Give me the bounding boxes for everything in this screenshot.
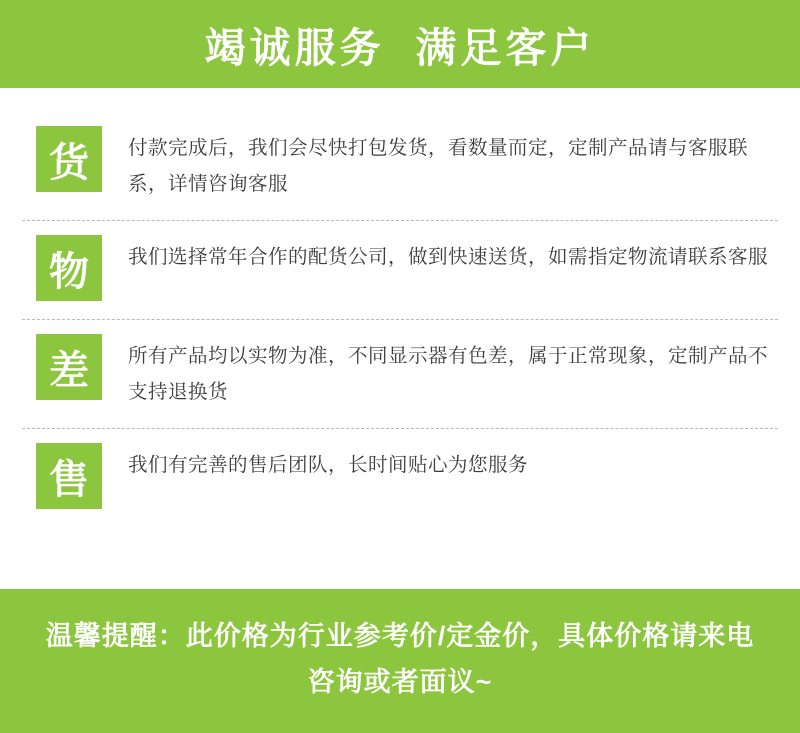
- service-row-2: [22, 221, 778, 320]
- badge-wu: 物: [36, 235, 102, 301]
- service-row-4: [22, 429, 778, 527]
- service-sections: [0, 88, 800, 589]
- badge-cha: 差: [36, 334, 102, 400]
- footer-notice: 温馨提醒：此价格为行业参考价/定金价，具体价格请来电咨询或者面议~: [0, 589, 800, 733]
- service-text-4: 我们有完善的售后团队，长时间贴心为您服务: [128, 454, 529, 476]
- badge-shou: 售: [36, 443, 102, 509]
- service-text-2: 我们选择常年合作的配货公司，做到快速送货，如需指定物流请联系客服: [128, 246, 769, 268]
- service-text-3: 所有产品均以实物为准，不同显示器有色差，属于正常现象，定制产品不支持退换货: [128, 345, 769, 403]
- badge-huo: 货: [36, 126, 102, 192]
- page-header: [0, 0, 800, 88]
- service-row-1: [22, 112, 778, 221]
- service-row-3: [22, 320, 778, 429]
- service-text-1: 付款完成后，我们会尽快打包发货，看数量而定，定制产品请与客服联系，详情咨询客服: [128, 137, 749, 195]
- page-title: 竭诚服务 满足客户: [204, 24, 596, 71]
